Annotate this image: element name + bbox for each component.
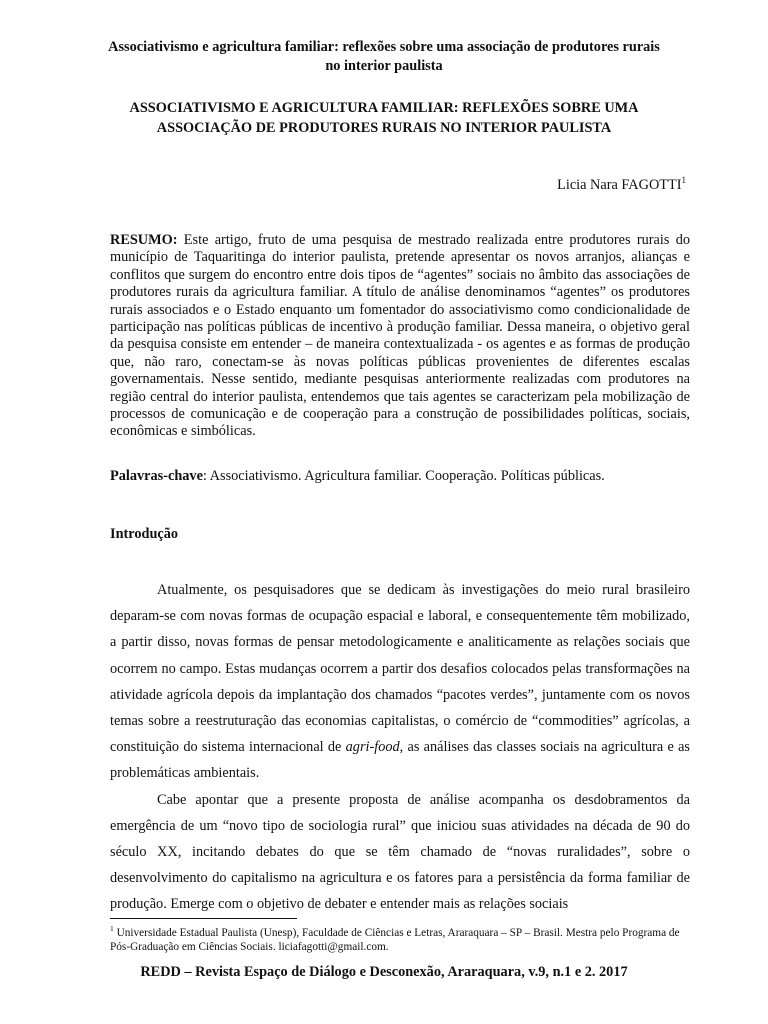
paragraph-text: Atualmente, os pesquisadores que se dedicam às investigações do meio rural brasileiro deparam-se com novas formas de ocupação espacial e laboral, e consequentemente têm mobilizado, a partir disso, novas formas de pensar metodologicamente e analiticamente as relações sociais que ocorrem no campo. Estas mudanças ocorrem a partir dos desafios colocados pelas transformações na atividade agrícola depois da implantação dos chamados “pacotes verdes”, juntamente com os novos temas sobre a reestruturação das economias capitalistas, o comércio de “commodities” agrícolas, a constituição do sistema internacional de [110, 582, 690, 756]
abstract-text: Este artigo, fruto de uma pesquisa de mestrado realizada entre produtores rurais do município de Taquaritinga do interior paulista, pretende apresentar os novos arranjos, alianças e conflitos que surgem do encontro entre dois tipos de “agentes” sociais no âmbito das associações de produtores rurais da agricultura familiar. A título de análise denominamos “agentes” os produtores rurais associados e o Estado enquanto um fomentador do associativismo como condicionalidade de participação nas políticas públicas de incentivo à produção familiar. Dessa maneira, o objetivo geral da pesquisa consiste em entender – de maneira contextualizada - os agentes e as formas de produção que, não raro, conectam-se às novas políticas públicas provenientes de diferentes escalas governamentais. Nesse sentido, mediante pesquisas anteriormente realizadas com produtores na região central do interior paulista, entendemos que tais agentes se caracterizam pela mobilização de processos de comunicação e de cooperação para a construção de possibilidades políticas, sociais, econômicas e simbólicas. [110, 232, 690, 440]
author-line [557, 175, 686, 194]
abstract [110, 232, 690, 441]
keywords [110, 468, 690, 485]
italic-term: agri-food [345, 739, 400, 756]
footnote-text: Universidade Estadual Paulista (Unesp), Faculdade de Ciências e Letras, Araraquara – SP – Brasil. Mestra pelo Programa de Pós-Graduação em Ciências Sociais. liciafagotti@gmail.com. [110, 926, 680, 953]
running-header: Associativismo e agricultura familiar: reflexões sobre uma associação de produtores rurais no interior paulista [108, 39, 660, 74]
footnote-mark: 1 [110, 924, 114, 933]
keywords-label: Palavras-chave [110, 468, 203, 484]
author-name: Licia Nara FAGOTTI [557, 176, 682, 193]
paragraph [110, 577, 690, 787]
footnote-divider [110, 918, 297, 919]
body-text [110, 577, 690, 918]
footnote [110, 922, 700, 954]
paragraph: Cabe apontar que a presente proposta de análise acompanha os desdobramentos da emergência de um “novo tipo de sociologia rural” que iniciou suas atividades na década de 90 do século XX, incitando debates do que se têm chamado de “novas ruralidades”, sobre o desenvolvimento do capitalismo na agricultura e os fatores para a persistência da forma familiar de produção. Emerge com o objetivo de debater e entender mais as relações sociais [110, 791, 690, 913]
keywords-text: : Associativismo. Agricultura familiar. Cooperação. Políticas públicas. [202, 468, 605, 484]
abstract-label: RESUMO: [110, 232, 178, 248]
section-heading-introduction: Introdução [110, 526, 179, 542]
article-title: ASSOCIATIVISMO E AGRICULTURA FAMILIAR: REFLEXÕES SOBRE UMA ASSOCIAÇÃO DE PRODUTORES RURAIS NO INTERIOR PAULISTA [129, 100, 639, 136]
running-footer: REDD – Revista Espaço de Diálogo e Desconexão, Araraquara, v.9, n.1 e 2. 2017 [140, 964, 628, 980]
paragraph-text: , as análises das classes sociais na agricultura e as problemáticas ambientais. [110, 739, 690, 782]
author-footnote-mark: 1 [681, 175, 686, 185]
